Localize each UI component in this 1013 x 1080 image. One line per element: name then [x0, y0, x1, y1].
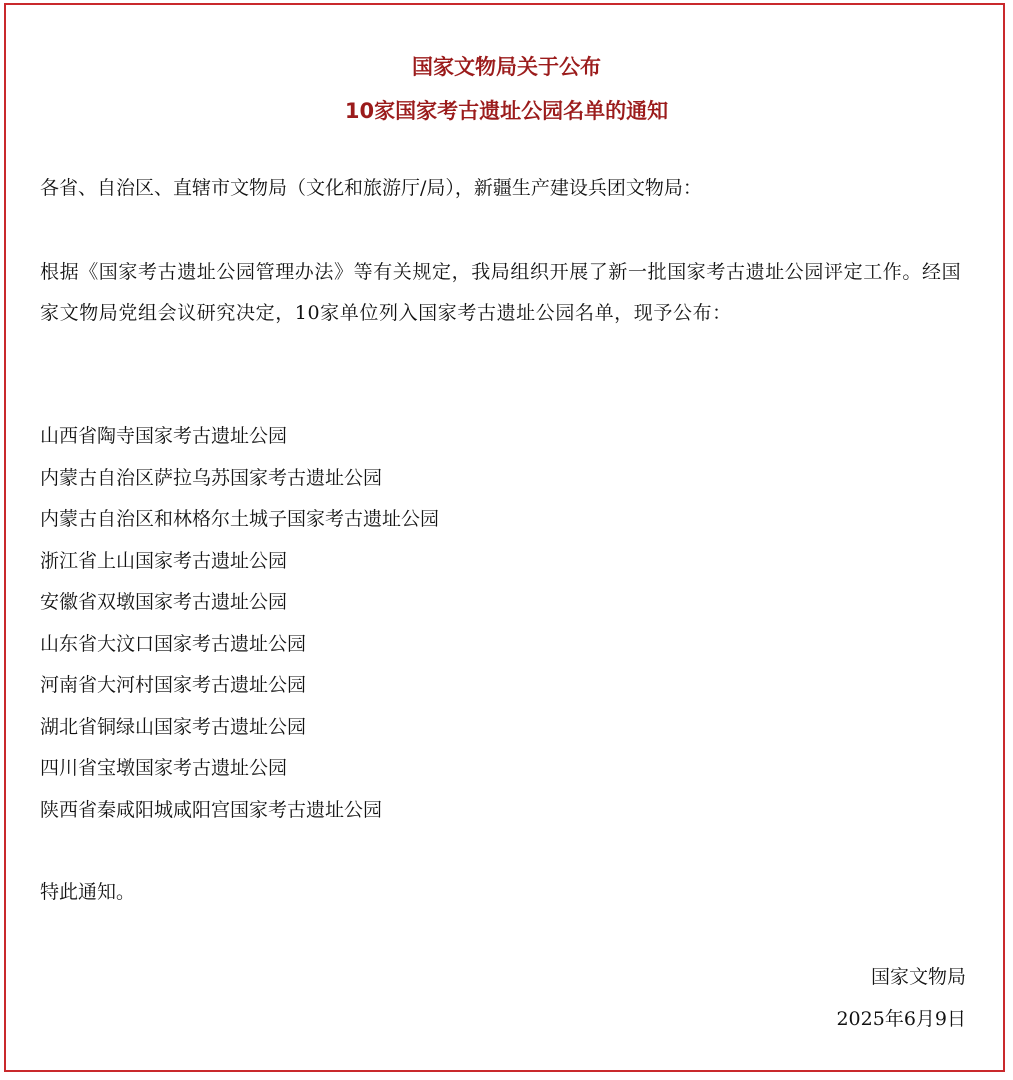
- list-item: 山东省大汶口国家考古遗址公园: [40, 632, 307, 655]
- salutation: 各省、自治区、直辖市文物局（文化和旅游厅/局），新疆生产建设兵团文物局：: [40, 177, 702, 199]
- closing-remark: 特此通知。: [40, 881, 136, 903]
- signature-date: 2025年6月9日: [836, 1008, 966, 1030]
- list-item: 河南省大河村国家考古遗址公园: [40, 674, 307, 696]
- park-list: [40, 416, 439, 831]
- document-title-line1: 国家文物局关于公布: [412, 55, 601, 79]
- signature-issuer: 国家文物局: [870, 966, 966, 988]
- list-item: 内蒙古自治区和林格尔土城子国家考古遗址公园: [40, 508, 440, 530]
- list-item: 安徽省双墩国家考古遗址公园: [40, 591, 288, 613]
- body-paragraph: 根据《国家考古遗址公园管理办法》等有关规定，我局组织开展了新一批国家考古遗址公园评定工作。经国家文物局党组会议研究决定，10家单位列入国家考古遗址公园名单，现予公布：: [40, 261, 962, 324]
- list-item: 内蒙古自治区萨拉乌苏国家考古遗址公园: [40, 466, 383, 489]
- list-item: 湖北省铜绿山国家考古遗址公园: [40, 715, 307, 738]
- document-title-line2: 10家国家考古遗址公园名单的通知: [344, 99, 669, 123]
- list-item: 四川省宝墩国家考古遗址公园: [40, 757, 288, 779]
- list-item: 山西省陶寺国家考古遗址公园: [40, 425, 288, 447]
- list-item: 浙江省上山国家考古遗址公园: [40, 549, 288, 572]
- list-item: 陕西省秦咸阳城咸阳宫国家考古遗址公园: [40, 798, 383, 821]
